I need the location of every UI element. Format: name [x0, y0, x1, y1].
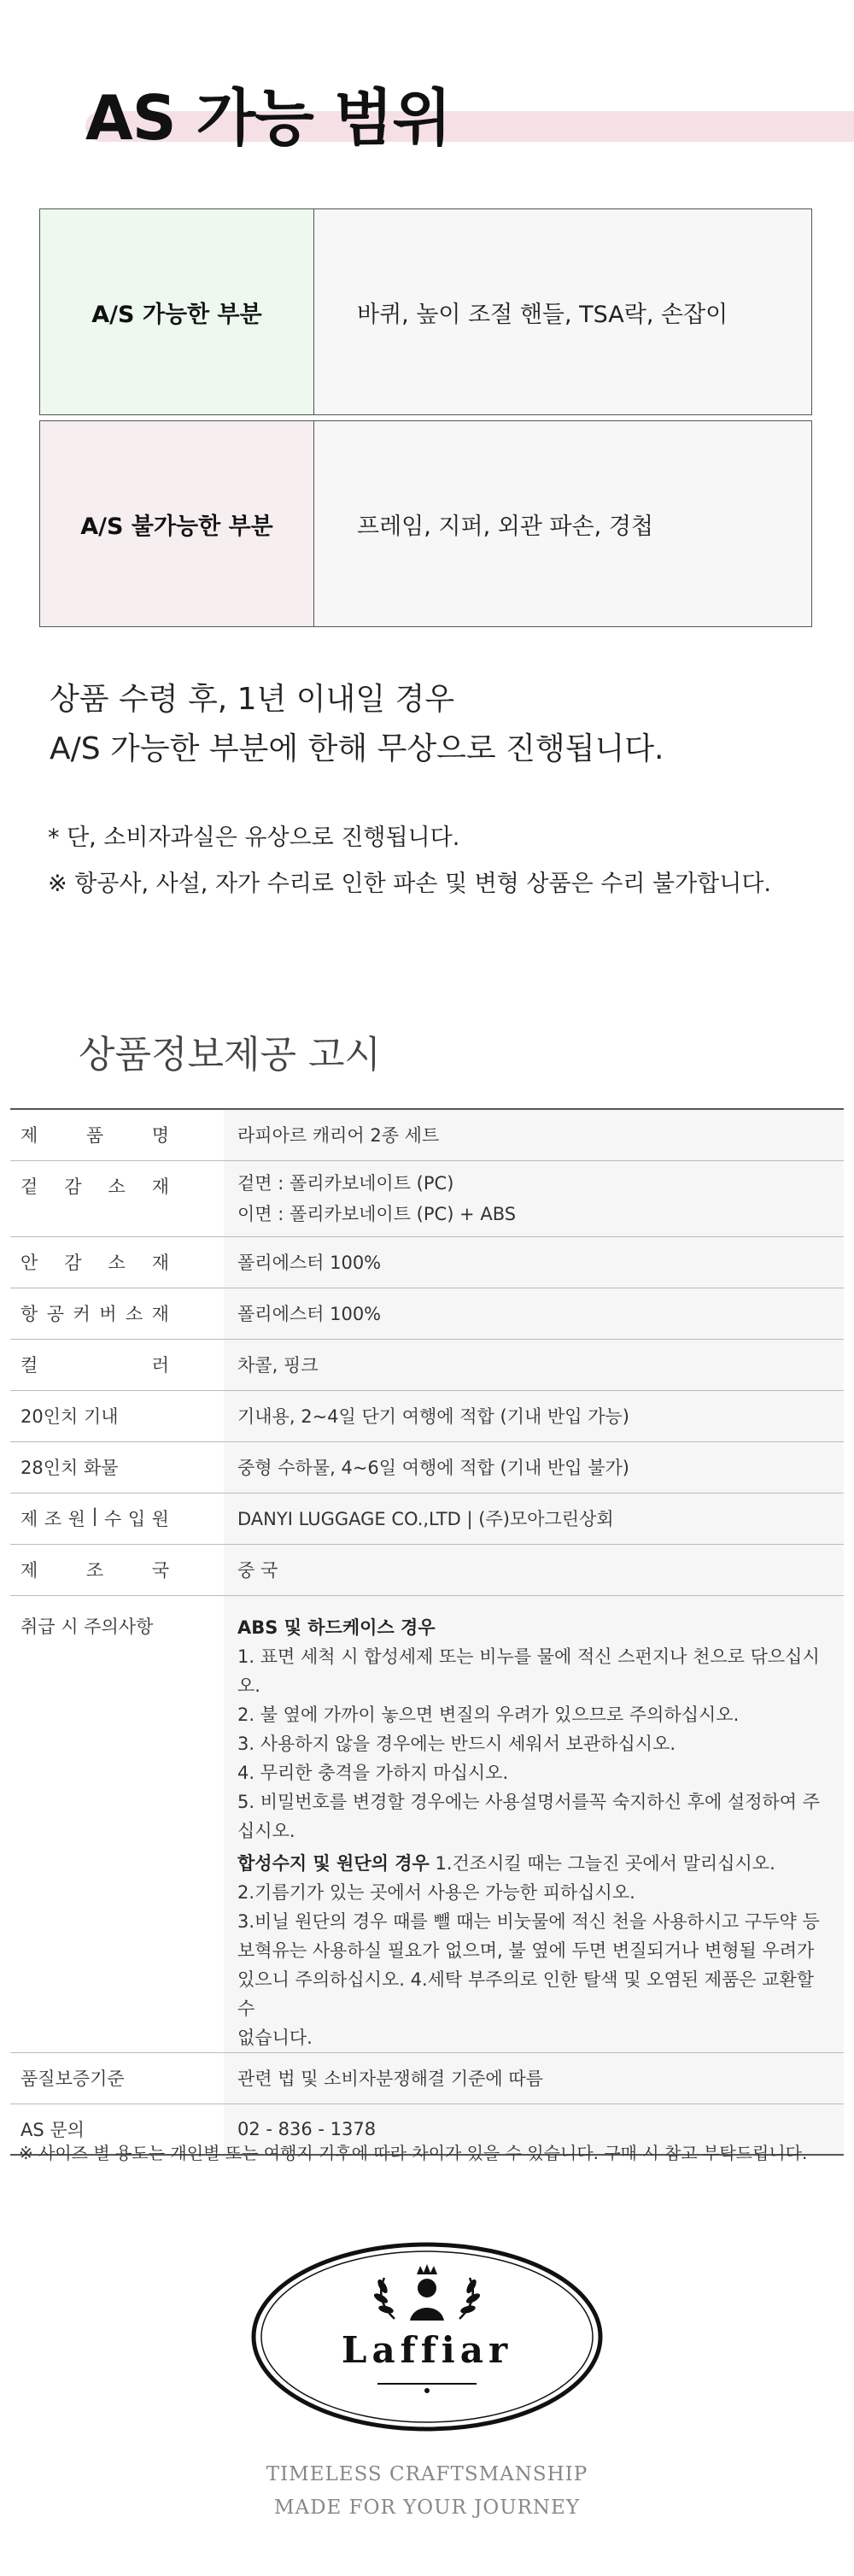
as-section-title: AS 가능 범위: [85, 82, 451, 154]
as-possible-value: 바퀴, 높이 조절 핸들, TSA락, 손잡이: [314, 209, 811, 414]
row-key: [10, 1544, 224, 1595]
row-key: [10, 1109, 224, 1160]
key-char: |: [91, 1505, 98, 1526]
key-char: 컬: [20, 1355, 38, 1376]
caution-abs-title: ABS 및 하드케이스 경우: [237, 1617, 436, 1638]
row-key: [10, 1288, 224, 1339]
product-info-table: [10, 1108, 844, 2156]
row-value: 라피아르 캐리어 2종 세트: [224, 1109, 844, 1160]
brand-logo: [249, 2240, 605, 2433]
caution-line: 4. 무리한 충격을 가하지 마십시오.: [237, 1762, 509, 1783]
table-row: [10, 1441, 844, 1493]
caution-line: 1.건조시킬 때는 그늘진 곳에서 말리십시오.: [429, 1852, 775, 1874]
table-row: [10, 2052, 844, 2104]
table-row: [10, 1288, 844, 1339]
table-row: [10, 1160, 844, 1236]
key-char: 공: [46, 1304, 65, 1324]
key-char: 겉: [20, 1176, 38, 1197]
as-title-block: [85, 68, 854, 154]
row-key: AS 문의: [10, 2104, 224, 2155]
as-possible-label: A/S 가능한 부분: [40, 209, 314, 414]
as-description-line: A/S 가능한 부분에 한해 무상으로 진행됩니다.: [50, 731, 664, 766]
key-char: 원: [151, 1509, 169, 1529]
row-value: 중 국: [224, 1544, 844, 1595]
as-note-repair: ※ 항공사, 사설, 자가 수리로 인한 파손 및 변형 상품은 수리 불가합니다.: [48, 871, 771, 897]
notice-title: 상품정보제공 고시: [79, 1033, 382, 1077]
table-row: [10, 1390, 844, 1441]
row-key: [10, 1339, 224, 1390]
row-value-line: 이면 : 폴리카보네이트 (PC) + ABS: [237, 1203, 517, 1224]
row-value: 폴리에스터 100%: [224, 1236, 844, 1288]
key-char: 안: [20, 1253, 38, 1273]
key-char: 제: [20, 1509, 38, 1529]
as-description: [50, 675, 664, 774]
row-value-line: 겉면 : 폴리카보네이트 (PC): [237, 1172, 454, 1194]
key-char: 원: [67, 1509, 85, 1529]
as-impossible-value: 프레임, 지퍼, 외관 파손, 경첩: [314, 421, 811, 626]
key-char: 제: [20, 1560, 38, 1581]
row-value: 기내용, 2~4일 단기 여행에 적합 (기내 반입 가능): [224, 1390, 844, 1441]
key-char: 국: [151, 1560, 169, 1581]
tagline-line: MADE FOR YOUR JOURNEY: [273, 2497, 581, 2519]
caution-line: 1. 표면 세척 시 합성세제 또는 비누를 물에 적신 스펀지나 천으로 닦으십시오.: [237, 1646, 820, 1696]
key-char: 버: [99, 1304, 117, 1324]
caution-line: 없습니다.: [237, 2027, 313, 2048]
key-char: 커: [73, 1304, 91, 1324]
key-char: 소: [108, 1253, 126, 1273]
as-description-line: 상품 수령 후, 1년 이내일 경우: [50, 682, 455, 717]
caution-line: 있으니 주의하십시오. 4.세탁 부주의로 인한 탈색 및 오염된 제품은 교환할 수: [237, 1969, 815, 2019]
as-possible-box: [39, 208, 812, 415]
row-value: 관련 법 및 소비자분쟁해결 기준에 따름: [224, 2052, 844, 2104]
key-char: 재: [151, 1176, 169, 1197]
caution-content: [224, 1595, 844, 2052]
row-value: 차콜, 핑크: [224, 1339, 844, 1390]
table-row: [10, 1595, 844, 2052]
caution-line: 보혁유는 사용하실 필요가 없으며, 불 옆에 두면 변질되거나 변형될 우려가: [237, 1939, 815, 1961]
caution-line: 3.비닐 원단의 경우 때를 뺄 때는 비눗물에 적신 천을 사용하시고 구두약 등: [237, 1910, 820, 1932]
key-char: 제: [20, 1125, 38, 1147]
caution-line: 5. 비밀번호를 변경할 경우에는 사용설명서를꼭 숙지하신 후에 설정하여 주십시오.: [237, 1791, 821, 1841]
key-char: 명: [151, 1125, 169, 1147]
row-key: 28인치 화물: [10, 1441, 224, 1493]
caution-line: 2.기름기가 있는 곳에서 사용은 가능한 피하십시오.: [237, 1881, 635, 1903]
key-char: 감: [64, 1176, 82, 1197]
row-value: [224, 1160, 844, 1236]
key-char: 재: [151, 1304, 169, 1324]
key-char: 소: [108, 1176, 126, 1197]
table-row: [10, 1109, 844, 1160]
row-key: 품질보증기준: [10, 2052, 224, 2104]
row-key: 취급 시 주의사항: [10, 1595, 224, 2052]
key-char: 조: [44, 1509, 62, 1529]
row-key: [10, 1236, 224, 1288]
key-char: 품: [85, 1125, 104, 1147]
table-row: [10, 1493, 844, 1544]
table-row: [10, 1544, 844, 1595]
row-key: [10, 1160, 224, 1236]
row-value: 폴리에스터 100%: [224, 1288, 844, 1339]
as-note-fee: * 단, 소비자과실은 유상으로 진행됩니다.: [48, 824, 460, 851]
as-impossible-box: [39, 420, 812, 627]
row-key: [10, 1493, 224, 1544]
caution-resin-line: [237, 1849, 832, 1878]
key-char: 재: [151, 1253, 169, 1273]
row-value: 중형 수하물, 4~6일 여행에 적합 (기내 반입 불가): [224, 1441, 844, 1493]
tagline-line: TIMELESS CRAFTSMANSHIP: [266, 2463, 588, 2485]
as-impossible-label: A/S 불가능한 부분: [40, 421, 314, 626]
table-row: [10, 1236, 844, 1288]
key-char: 조: [85, 1560, 104, 1581]
key-char: 소: [125, 1304, 143, 1324]
row-value: DANYI LUGGAGE CO.,LTD | (주)모아그린상회: [224, 1493, 844, 1544]
row-value: 02 - 836 - 1378: [224, 2104, 844, 2155]
caution-line: 2. 불 옆에 가까이 놓으면 변질의 우려가 있으므로 주의하십시오.: [237, 1704, 740, 1725]
key-char: 입: [127, 1509, 146, 1529]
logo-wordmark: Laffiar: [341, 2329, 513, 2371]
key-char: 수: [104, 1509, 122, 1529]
key-char: 감: [64, 1253, 82, 1273]
row-key: 20인치 기내: [10, 1390, 224, 1441]
caution-resin-title: 합성수지 및 원단의 경우: [237, 1852, 430, 1874]
key-char: 항: [20, 1304, 38, 1324]
size-footnote: ※ 사이즈 별 용도는 개인별 또는 여행지 기후에 따라 차이가 있을 수 있습니다. 구매 시 참고 부탁드립니다.: [19, 2143, 808, 2163]
table-row: [10, 1339, 844, 1390]
key-char: 러: [151, 1355, 169, 1376]
caution-line: 3. 사용하지 않을 경우에는 반드시 세워서 보관하십시오.: [237, 1733, 676, 1754]
